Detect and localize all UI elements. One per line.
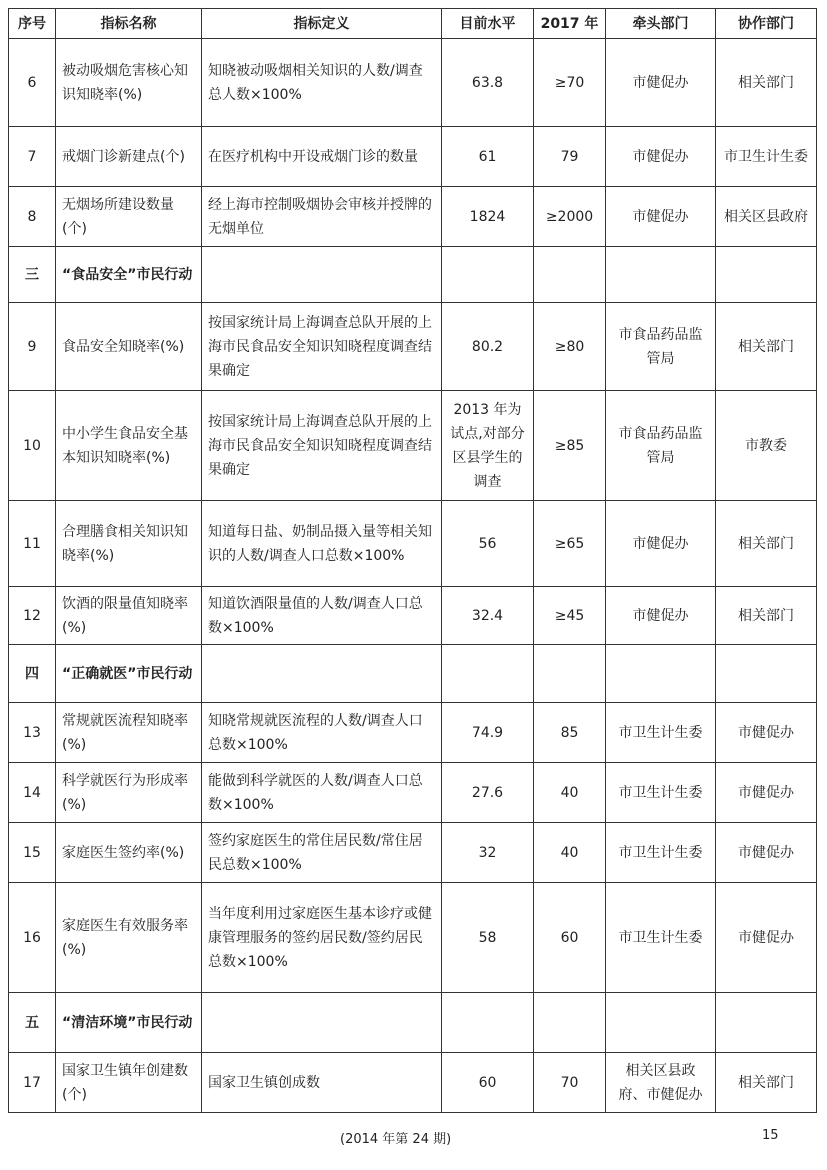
coop-department: 市健促办 [716, 823, 817, 883]
empty-cell [606, 247, 716, 303]
page-footer [0, 1128, 827, 1152]
target-2017: ≥45 [534, 587, 606, 645]
section-row [9, 993, 817, 1053]
indicator-definition: 签约家庭医生的常住居民数/常住居民总数×100% [202, 823, 442, 883]
indicator-name: 合理膳食相关知识知晓率(%) [56, 501, 202, 587]
coop-department: 市卫生计生委 [716, 127, 817, 187]
indicator-definition: 知道每日盐、奶制品摄入量等相关知识的人数/调查人口总数×100% [202, 501, 442, 587]
col-header-current: 目前水平 [442, 9, 534, 39]
table-row [9, 501, 817, 587]
current-level: 32.4 [442, 587, 534, 645]
coop-department: 市教委 [716, 391, 817, 501]
row-number: 9 [9, 303, 56, 391]
indicator-definition: 国家卫生镇创成数 [202, 1053, 442, 1113]
section-number: 三 [9, 247, 56, 303]
current-level: 56 [442, 501, 534, 587]
row-number: 10 [9, 391, 56, 501]
indicator-definition: 在医疗机构中开设戒烟门诊的数量 [202, 127, 442, 187]
current-level: 80.2 [442, 303, 534, 391]
row-number: 17 [9, 1053, 56, 1113]
current-level: 1824 [442, 187, 534, 247]
current-level: 58 [442, 883, 534, 993]
indicator-name: 饮酒的限量值知晓率(%) [56, 587, 202, 645]
lead-department: 市健促办 [606, 501, 716, 587]
lead-department: 市健促办 [606, 587, 716, 645]
target-2017: ≥85 [534, 391, 606, 501]
target-2017: 60 [534, 883, 606, 993]
indicator-name: 国家卫生镇年创建数(个) [56, 1053, 202, 1113]
row-number: 11 [9, 501, 56, 587]
coop-department: 相关区县政府 [716, 187, 817, 247]
table-row [9, 303, 817, 391]
indicator-name: 戒烟门诊新建点(个) [56, 127, 202, 187]
col-header-no: 序号 [9, 9, 56, 39]
target-2017: 85 [534, 703, 606, 763]
empty-cell [534, 993, 606, 1053]
coop-department: 相关部门 [716, 587, 817, 645]
lead-department: 市食品药品监管局 [606, 303, 716, 391]
indicator-definition: 知道饮酒限量值的人数/调查人口总数×100% [202, 587, 442, 645]
lead-department: 市健促办 [606, 127, 716, 187]
col-header-coop: 协作部门 [716, 9, 817, 39]
indicator-definition: 能做到科学就医的人数/调查人口总数×100% [202, 763, 442, 823]
current-level: 74.9 [442, 703, 534, 763]
lead-department: 市卫生计生委 [606, 883, 716, 993]
current-level: 63.8 [442, 39, 534, 127]
page-number: 15 [762, 1128, 779, 1143]
table-row [9, 391, 817, 501]
empty-cell [716, 645, 817, 703]
row-number: 7 [9, 127, 56, 187]
section-title: “正确就医”市民行动 [56, 645, 202, 703]
target-2017: ≥65 [534, 501, 606, 587]
table-row [9, 883, 817, 993]
table-row [9, 763, 817, 823]
indicator-name: 中小学生食品安全基本知识知晓率(%) [56, 391, 202, 501]
lead-department: 市卫生计生委 [606, 763, 716, 823]
coop-department: 相关部门 [716, 39, 817, 127]
empty-cell [716, 993, 817, 1053]
indicator-name: 被动吸烟危害核心知识知晓率(%) [56, 39, 202, 127]
lead-department: 市卫生计生委 [606, 823, 716, 883]
table-row [9, 127, 817, 187]
lead-department: 市健促办 [606, 39, 716, 127]
lead-department: 市健促办 [606, 187, 716, 247]
coop-department: 相关部门 [716, 501, 817, 587]
section-title: “清洁环境”市民行动 [56, 993, 202, 1053]
indicator-name: 科学就医行为形成率(%) [56, 763, 202, 823]
section-row [9, 247, 817, 303]
current-level: 32 [442, 823, 534, 883]
indicator-name: 食品安全知晓率(%) [56, 303, 202, 391]
coop-department: 市健促办 [716, 763, 817, 823]
indicator-definition: 知晓被动吸烟相关知识的人数/调查总人数×100% [202, 39, 442, 127]
coop-department: 市健促办 [716, 883, 817, 993]
indicator-name: 常规就医流程知晓率(%) [56, 703, 202, 763]
indicator-definition: 按国家统计局上海调查总队开展的上海市民食品安全知识知晓程度调查结果确定 [202, 303, 442, 391]
target-2017: 79 [534, 127, 606, 187]
empty-cell [606, 993, 716, 1053]
col-header-definition: 指标定义 [202, 9, 442, 39]
lead-department: 市食品药品监管局 [606, 391, 716, 501]
indicator-name: 家庭医生签约率(%) [56, 823, 202, 883]
table-row [9, 187, 817, 247]
coop-department: 相关部门 [716, 303, 817, 391]
row-number: 14 [9, 763, 56, 823]
col-header-name: 指标名称 [56, 9, 202, 39]
target-2017: ≥80 [534, 303, 606, 391]
empty-cell [202, 645, 442, 703]
empty-cell [534, 645, 606, 703]
lead-department: 相关区县政府、市健促办 [606, 1053, 716, 1113]
current-level: 61 [442, 127, 534, 187]
header-row [9, 9, 817, 39]
table-row [9, 587, 817, 645]
indicator-definition: 知晓常规就医流程的人数/调查人口总数×100% [202, 703, 442, 763]
empty-cell [442, 993, 534, 1053]
row-number: 12 [9, 587, 56, 645]
indicator-definition: 按国家统计局上海调查总队开展的上海市民食品安全知识知晓程度调查结果确定 [202, 391, 442, 501]
section-number: 四 [9, 645, 56, 703]
empty-cell [202, 247, 442, 303]
current-level: 60 [442, 1053, 534, 1113]
col-header-target: 2017 年 [534, 9, 606, 39]
table-row [9, 823, 817, 883]
issue-label: (2014 年第 24 期) [340, 1132, 452, 1147]
section-row [9, 645, 817, 703]
target-2017: ≥2000 [534, 187, 606, 247]
indicator-table [8, 8, 817, 1113]
table-row [9, 703, 817, 763]
indicator-name: 家庭医生有效服务率(%) [56, 883, 202, 993]
empty-cell [202, 993, 442, 1053]
target-2017: 40 [534, 823, 606, 883]
coop-department: 市健促办 [716, 703, 817, 763]
row-number: 15 [9, 823, 56, 883]
empty-cell [442, 645, 534, 703]
target-2017: 70 [534, 1053, 606, 1113]
indicator-name: 无烟场所建设数量(个) [56, 187, 202, 247]
empty-cell [606, 645, 716, 703]
target-2017: ≥70 [534, 39, 606, 127]
indicator-definition: 经上海市控制吸烟协会审核并授牌的无烟单位 [202, 187, 442, 247]
lead-department: 市卫生计生委 [606, 703, 716, 763]
current-level: 27.6 [442, 763, 534, 823]
row-number: 16 [9, 883, 56, 993]
current-level: 2013 年为试点,对部分区县学生的调查 [442, 391, 534, 501]
section-title: “食品安全”市民行动 [56, 247, 202, 303]
row-number: 13 [9, 703, 56, 763]
section-number: 五 [9, 993, 56, 1053]
empty-cell [442, 247, 534, 303]
empty-cell [716, 247, 817, 303]
coop-department: 相关部门 [716, 1053, 817, 1113]
empty-cell [534, 247, 606, 303]
table-row [9, 39, 817, 127]
col-header-lead: 牵头部门 [606, 9, 716, 39]
table-row [9, 1053, 817, 1113]
indicator-definition: 当年度利用过家庭医生基本诊疗或健康管理服务的签约居民数/签约居民总数×100% [202, 883, 442, 993]
row-number: 8 [9, 187, 56, 247]
row-number: 6 [9, 39, 56, 127]
target-2017: 40 [534, 763, 606, 823]
